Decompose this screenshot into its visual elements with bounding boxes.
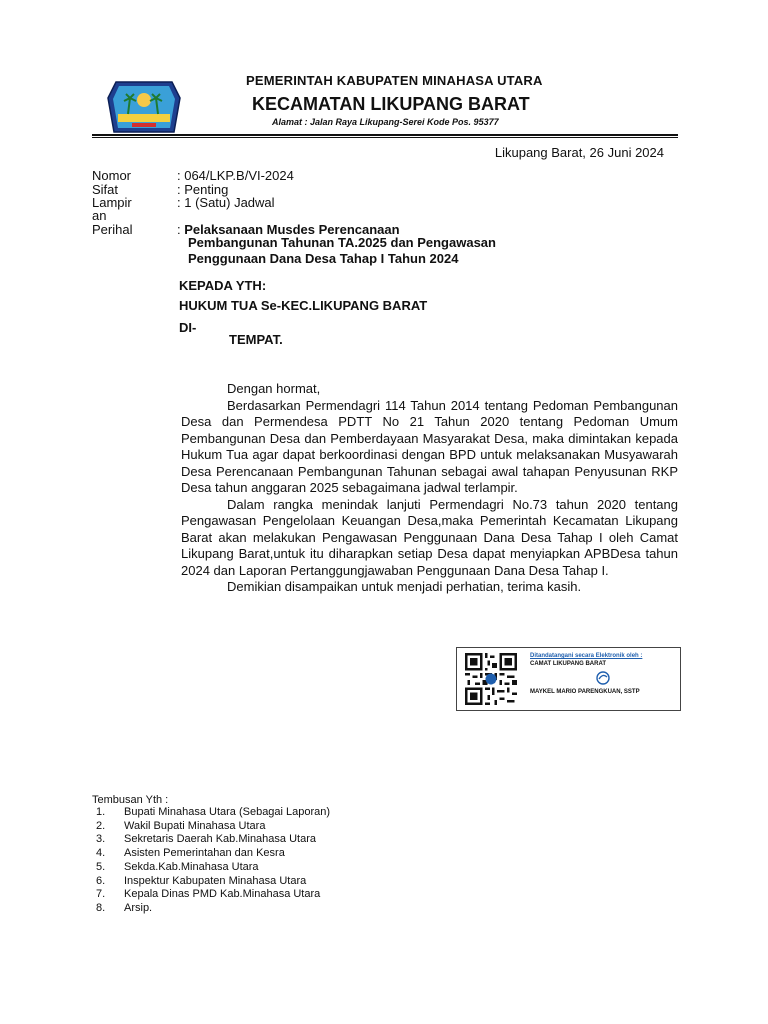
recipient-kepada: KEPADA YTH: [179,278,267,293]
perihal-line-3: Penggunaan Dana Desa Tahap I Tahun 2024 [188,251,459,266]
nomor-label: Nomor [92,168,132,183]
signed-by-label: Ditandatangani secara Elektronik oleh : [530,653,643,659]
header-divider-thin [92,137,678,138]
paragraph-2: Dalam rangka menindak lanjuti Permendagri No.73 tahun 2020 tentang Pengawasan Pengelolaan Keuangan Desa,maka Pemerintah Kecamatan Likupang Barat akan melakukan Pengawasan Penggunaan Dana Desa Tahap I oleh Camat Likupang Barat,untuk itu diharapkan setiap Desa dapat menyiapkan APBDesa tahun 2024 dan Laporan Pertanggungjawaban Penggunaan Dana Desa Tahap I. [181,496,678,578]
lampiran-label-wrap: an [92,208,107,223]
letter-body [181,381,678,596]
signer-position: CAMAT LIKUPANG BARAT [530,661,606,667]
sifat-value: : Penting [177,182,229,197]
header-government: PEMERINTAH KABUPATEN MINAHASA UTARA [246,73,543,88]
electronic-signature-box [456,647,681,711]
qr-code-icon [465,653,517,705]
paragraph-1: Berdasarkan Permendagri 114 Tahun 2014 tentang Pedoman Pembangunan Desa dan Permendesa PDTT No 21 Tahun 2020 tentang Pedoman Umum Pembangunan Desa dan Pemberdayaan Masyarakat Desa, maka dimintakan kepada Hukum Tua agar dapat berkoordinasi dengan BPD untuk melaksanakan Musyawarah Desa Perencanaan Pembangunan Tahunan sebagai awal tahapan Penyusunan RKP Desa tahun anggaran 2025 sebagaimana jadwal terlampir. [181,397,678,495]
list-item: 8. Arsip. [96,901,153,914]
letter-date: Likupang Barat, 26 Juni 2024 [494,145,664,160]
bsre-certificate-icon [596,671,610,685]
header-divider [92,134,678,136]
recipient-di: DI- [179,320,197,335]
recipient-tempat: TEMPAT. [229,332,283,347]
lampiran-value: : 1 (Satu) Jadwal [177,195,275,210]
closing: Demikian disampaikan untuk menjadi perhatian, terima kasih. [227,579,582,594]
header-address: Alamat : Jalan Raya Likupang-Serei Kode Pos. 95377 [272,117,499,127]
perihal-label: Perihal [92,222,133,237]
tembusan-title: Tembusan Yth : [92,794,169,806]
list-item: 3. Sekretaris Daerah Kab.Minahasa Utara [96,833,316,846]
lampiran-label: Lampir [92,195,132,210]
recipient-name: HUKUM TUA Se-KEC.LIKUPANG BARAT [179,298,428,313]
list-item: 1. Bupati Minahasa Utara (Sebagai Laporan) [96,806,331,818]
perihal-line-2: Pembangunan Tahunan TA.2025 dan Pengawasan [188,235,496,250]
header-district: KECAMATAN LIKUPANG BARAT [252,94,530,114]
minahasa-utara-emblem-icon [104,76,184,138]
signer-name: MAYKEL MARIO PARENGKUAN, SSTP [530,689,640,695]
list-item: 7. Kepala Dinas PMD Kab.Minahasa Utara [96,888,321,901]
list-item: 2. Wakil Bupati Minahasa Utara [96,819,266,832]
tembusan-list [96,806,330,916]
greeting: Dengan hormat, [227,381,321,396]
list-item: 5. Sekda.Kab.Minahasa Utara [96,860,259,873]
sifat-label: Sifat [92,182,119,197]
list-item: 6. Inspektur Kabupaten Minahasa Utara [96,874,307,887]
perihal-value: : Pelaksanaan Musdes Perencanaan [177,222,400,237]
perihal-line-1: Pelaksanaan Musdes Perencanaan [184,222,400,237]
nomor-value: : 064/LKP.B/VI-2024 [177,168,294,183]
list-item: 4. Asisten Pemerintahan dan Kesra [96,847,285,860]
